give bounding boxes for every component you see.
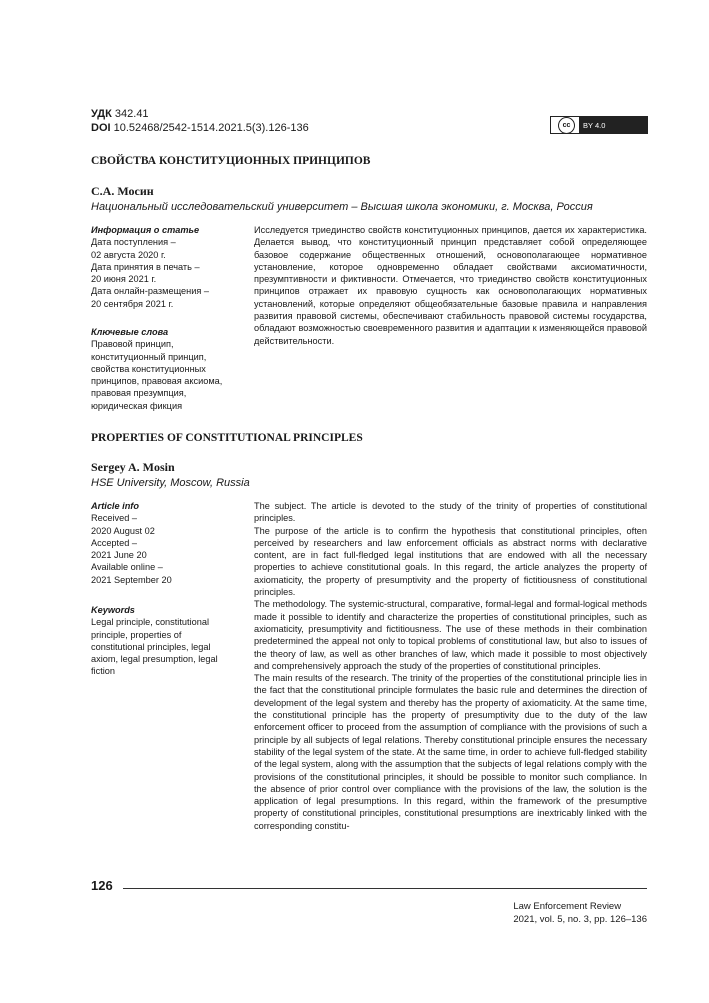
ru-info-line: Дата онлайн-размещения – <box>91 286 209 297</box>
en-abstract-results: The main results of the research. The trinity of the properties of the constitutional principle lies in the fact that the constitutional principle formulates the basic rule and determines the direction of development of the legal system and thereby has the property of axiomaticity. At the same time, the constitutional principle has the property of presumptivity due to the duty of the law enforcement officer to proceed from the assumption of compliance with the provisions of such a principle by all subjects of legal relations. Thereby constitutional principle ensures the necessary stability of the legal system of the state. At the same time, in order to achieve full-fledged stability of the legal system, along with the assumption that the subjects of legal relations comply with the provisions of the constitutional principles, it should be possible to monitor such compliance. In the absence of prior control over compliance with the provisions of the law, the solution is the application of legal presumptions. In this regard, within the framework of the presumptive property of constitutional principles, constitutional presumptions are inextricably linked with the corresponding constitu- <box>254 673 647 831</box>
udk-value: 342.41 <box>114 108 149 120</box>
en-keywords <box>91 604 241 678</box>
ru-keyword-line: принципов, правовая аксиома, <box>91 376 223 387</box>
ru-affiliation: Национальный исследовательский университет – Высшая школа экономики, г. Москва, Россия <box>91 201 593 213</box>
ru-keyword-line: Правовой принцип, <box>91 339 174 350</box>
cc-icon: cc <box>558 117 575 134</box>
ru-keyword-line: правовая презумпция, <box>91 388 187 399</box>
en-keyword-line: Legal principle, constitutional <box>91 617 209 628</box>
en-info-line: 2021 June 20 <box>91 550 147 561</box>
ru-info-line: 20 июня 2021 г. <box>91 274 157 285</box>
en-keyword-line: principle, properties of <box>91 629 182 640</box>
ru-keyword-line: конституционный принцип, <box>91 351 207 362</box>
en-info-line: Received – <box>91 513 137 524</box>
en-abstract-purpose: The purpose of the article is to confirm the hypothesis that constitutional principles, often perceived by researchers and law enforcement officials as abstract norms with declarative content, are in fact full-fledged legal institutions that are endowed with all the necessary properties to achieve constitutional goals. In this regard, the article analyzes the property of axiomaticity, the property of presumptivity and the property of fictitiousness of constitutional principles. <box>254 525 647 598</box>
ru-info-line: Дата принятия в печать – <box>91 261 200 272</box>
footer-rule <box>123 888 647 889</box>
en-keyword-line: fiction <box>91 666 116 677</box>
doi-value[interactable]: 10.52468/2542-1514.2021.5(3).126-136 <box>113 122 309 134</box>
ru-info-line: 20 сентября 2021 г. <box>91 298 174 309</box>
ru-info-line: Дата поступления – <box>91 237 176 248</box>
ru-keyword-line: свойства конституционных <box>91 363 206 374</box>
en-info-line: 2021 September 20 <box>91 574 172 585</box>
en-keyword-line: axiom, legal presumption, legal <box>91 654 218 665</box>
journal-name: Law Enforcement Review <box>513 901 622 912</box>
en-abstract-subject: The subject. The article is devoted to the study of the trinity of properties of constitutional principles. <box>254 501 647 524</box>
ru-article-info <box>91 224 241 310</box>
en-abstract-methodology: The methodology. The systemic-structural, comparative, formal-legal and formal-logical methods made it possible to identify and characterize the properties of constitutional principles, such as axiomaticity, presumptivity and fictitiousness. The use of these methods in their combination predetermined the appeal not only to topical problems of constitutional law, but also to issues of the theory of law, as well as other branches of law, which made it possible to most objectively and comprehensively approach the study of the properties of constitutional principles. <box>254 599 647 671</box>
en-info-line: Available online – <box>91 562 163 573</box>
article-page <box>91 0 647 1003</box>
doi-label: DOI <box>91 122 111 134</box>
en-abstract <box>254 500 647 832</box>
ru-keyword-line: юридическая фикция <box>91 400 183 411</box>
cc-by-label: BY 4.0 <box>579 117 647 133</box>
ru-info-heading: Информация о статье <box>91 225 200 235</box>
ru-title: СВОЙСТВА КОНСТИТУЦИОННЫХ ПРИНЦИПОВ <box>91 155 371 167</box>
en-title: PROPERTIES OF CONSTITUTIONAL PRINCIPLES <box>91 432 363 444</box>
ru-author: С.А. Мосин <box>91 184 154 198</box>
ru-keywords <box>91 326 241 412</box>
udk-label: УДК <box>91 108 112 120</box>
ru-abstract <box>254 224 647 347</box>
journal-citation <box>513 900 647 926</box>
en-keywords-heading: Keywords <box>91 605 135 615</box>
page-number: 126 <box>91 878 113 893</box>
en-article-info <box>91 500 241 586</box>
ru-info-line: 02 августа 2020 г. <box>91 249 166 260</box>
en-author: Sergey A. Mosin <box>91 460 175 474</box>
en-info-heading: Article info <box>91 501 139 511</box>
en-info-line: Accepted – <box>91 537 137 548</box>
en-keyword-line: constitutional principles, legal <box>91 641 211 652</box>
ru-abstract-text: Исследуется триединство свойств конституционных принципов, дается их характеристика. Делается вывод, что конституционный принцип представляет собой определяющее базовое содержание общественных отношений, основополагающее нормативное установление, которое одновременно обладает свойствами аксиоматичности, презумптивности и фиктивности. Отмечается, что триединство свойств конституционных принципов отражает их правовую сущность как основополагающих нормативных установлений, которые определяют общеобязательные базовые правила и направления развития правовой системы, обеспечивают стабильность правовой системы государства, обладают возможностью своевременного развития и адаптации к изменяющейся правовой действительности. <box>254 225 647 346</box>
udk-doi-block <box>91 107 309 135</box>
en-info-line: 2020 August 02 <box>91 525 155 536</box>
en-affiliation: HSE University, Moscow, Russia <box>91 477 250 489</box>
journal-issue: 2021, vol. 5, no. 3, pp. 126–136 <box>513 914 647 925</box>
cc-license-badge[interactable] <box>550 116 648 134</box>
ru-keywords-heading: Ключевые слова <box>91 327 169 337</box>
